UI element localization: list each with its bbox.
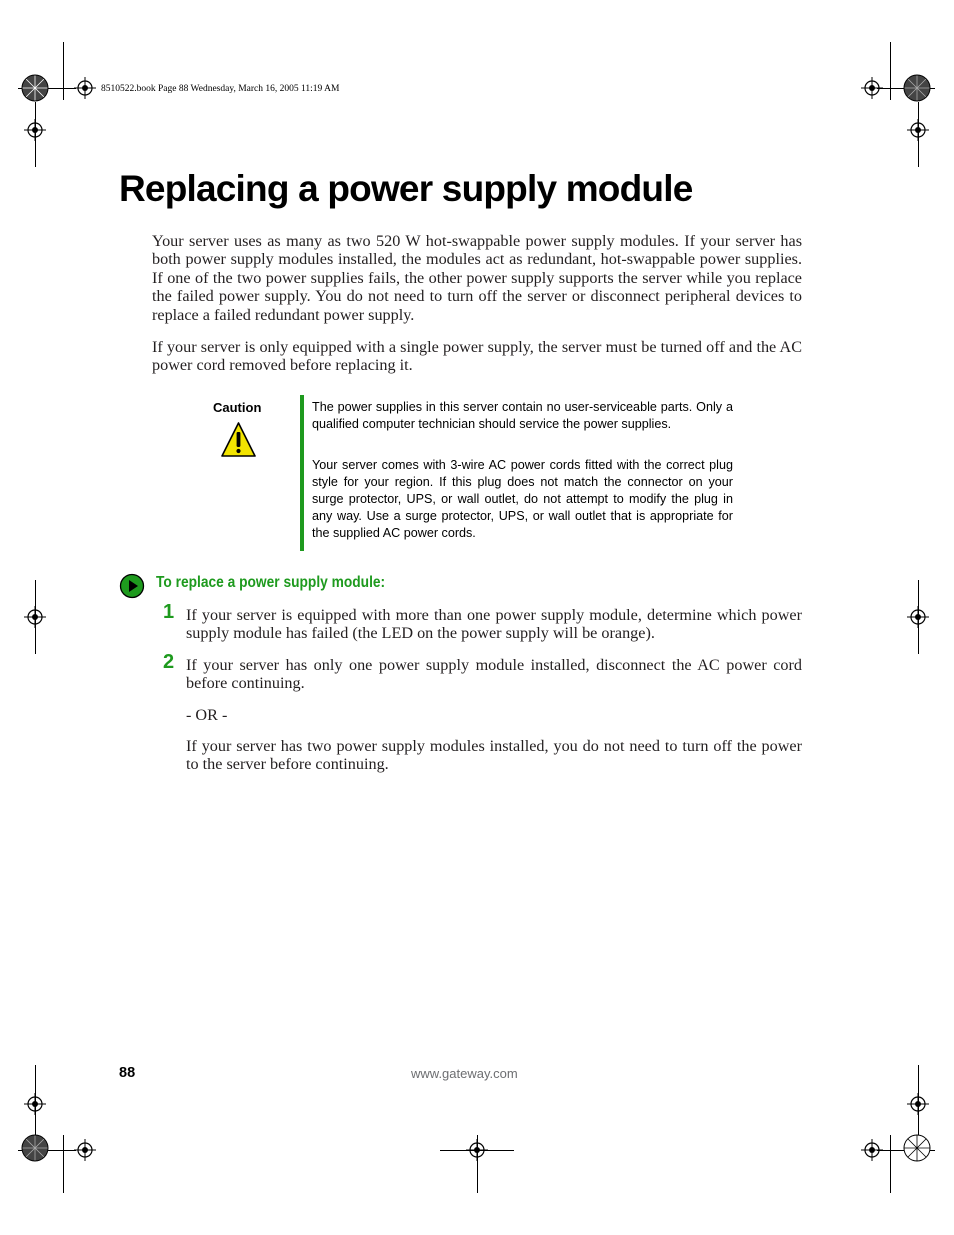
- step-number: 1: [163, 601, 175, 623]
- page-number: 88: [119, 1065, 136, 1081]
- crop-mark: [63, 42, 64, 100]
- registration-mark-icon: [24, 606, 46, 628]
- print-slug: 8510522.book Page 88 Wednesday, March 16, 2005 11:19 AM: [101, 84, 340, 94]
- warning-triangle-icon: [220, 421, 257, 459]
- registration-mark-icon: [24, 119, 46, 141]
- footer-url[interactable]: www.gateway.com: [411, 1066, 518, 1081]
- star-target-icon: [902, 73, 932, 103]
- procedure-heading: To replace a power supply module:: [156, 574, 386, 591]
- registration-mark-icon: [861, 77, 883, 99]
- caution-paragraph: The power supplies in this server contain no user-serviceable parts. Only a qualified computer technician should service the power supplies.: [312, 400, 733, 431]
- registration-mark-icon: [24, 1093, 46, 1115]
- caution-paragraph: Your server comes with 3-wire AC power cords fitted with the correct plug style for your region. If this plug does not match the connector on your surge protector, UPS, or wall outlet, do not attempt to modify the plug in any way. Use a surge protector, UPS, or wall outlet that is appropriate for the supplied AC power cords.: [312, 458, 733, 540]
- star-target-icon: [20, 1133, 50, 1163]
- crop-mark: [890, 42, 891, 100]
- step-text: If your server has only one power supply module installed, disconnect the AC power cord before continuing.: [186, 656, 802, 693]
- registration-mark-icon: [74, 1139, 96, 1161]
- registration-mark-icon: [907, 1093, 929, 1115]
- registration-mark-icon: [907, 606, 929, 628]
- play-arrow-icon: [119, 573, 145, 599]
- star-target-icon: [902, 1133, 932, 1163]
- page-title: Replacing a power supply module: [119, 168, 693, 209]
- step-or-separator: - OR -: [186, 706, 228, 724]
- caution-label: Caution: [213, 400, 262, 415]
- registration-mark-icon: [907, 119, 929, 141]
- crop-mark: [63, 1135, 64, 1193]
- crop-mark: [890, 1135, 891, 1193]
- intro-paragraph: If your server is only equipped with a single power supply, the server must be turned off and the AC power cord removed before replacing it.: [152, 338, 802, 375]
- star-target-icon: [20, 73, 50, 103]
- intro-paragraph: Your server uses as many as two 520 W hot-swappable power supply modules. If your server has both power supply modules installed, the modules act as redundant, hot-swappable power supplies. If one of the two power supplies fails, the other power supply supports the server while you replace the failed power supply. You do not need to turn off the server or disconnect peripheral devices to replace a failed redundant power supply.: [152, 232, 802, 324]
- registration-mark-icon: [74, 77, 96, 99]
- step-text: If your server is equipped with more than one power supply module, determine which power supply module has failed (the LED on the power supply will be orange).: [186, 606, 802, 643]
- caution-divider: [300, 395, 304, 551]
- registration-mark-icon: [466, 1139, 488, 1161]
- registration-mark-icon: [861, 1139, 883, 1161]
- step-alternative-text: If your server has two power supply modules installed, you do not need to turn off the power to the server before continuing.: [186, 737, 802, 774]
- step-number: 2: [163, 651, 175, 673]
